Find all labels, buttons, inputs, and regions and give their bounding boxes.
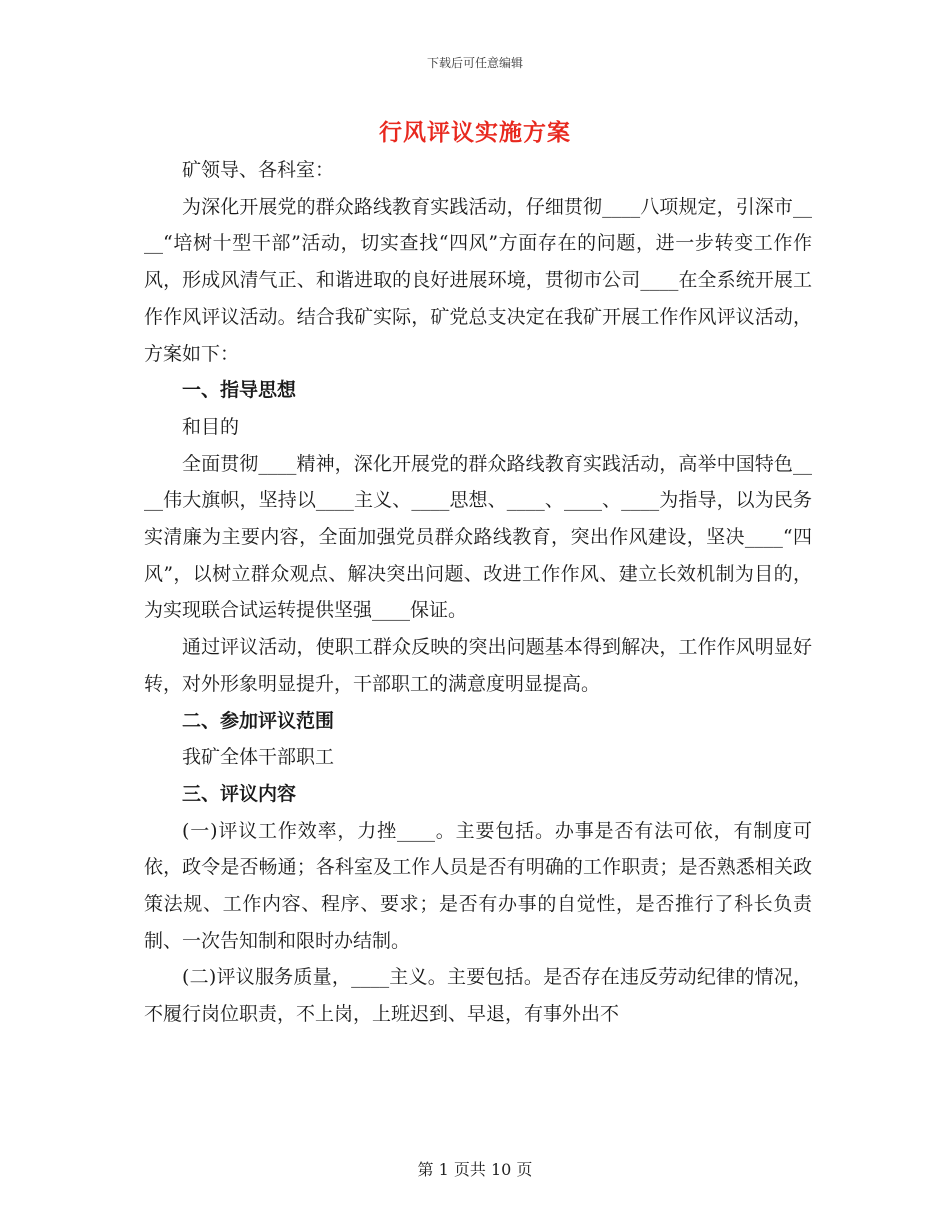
intro-paragraph: 为深化开展党的群众路线教育实践活动，仔细贯彻____八项规定，引深市____“培树十型干部”活动，切实查找“四风”方面存在的问题，进一步转变工作作风，形成风清气正、和谐进取的良好进展环境，贯彻市公司____在全系统开展工作作风评议活动。结合我矿实际，矿党总支决定在我矿开展工作作风评议活动，方案如下： xyxy=(144,195,812,365)
paragraph-goal: 通过评议活动，使职工群众反映的突出问题基本得到解决，工作作风明显好转，对外形象明显提升，干部职工的满意度明显提高。 xyxy=(144,636,812,695)
paragraph-purpose-label: 和目的 xyxy=(182,415,240,438)
header-note: 下载后可任意编辑 xyxy=(426,56,523,70)
paragraph-scope: 我矿全体干部职工 xyxy=(182,746,335,769)
paragraph-efficiency: (一)评议工作效率，力挫____。主要包括。办事是否有法可依，有制度可依，政令是否畅通；各科室及工作人员是否有明确的工作职责；是否熟悉相关政策法规、工作内容、程序、要求；是否有办事的自觉性，是否推行了科长负责制、一次告知制和限时办结制。 xyxy=(144,819,812,952)
section-heading-guiding-ideology: 一、指导思想 xyxy=(182,379,297,402)
section-heading-content: 三、评议内容 xyxy=(182,782,297,805)
page-number: 第 1 页共 10 页 xyxy=(417,1160,533,1179)
document-title: 行风评议实施方案 xyxy=(379,119,571,146)
section-heading-scope: 二、参加评议范围 xyxy=(182,709,335,732)
salutation: 矿领导、各科室： xyxy=(182,159,335,181)
paragraph-service-quality: (二)评议服务质量，____主义。主要包括。是否存在违反劳动纪律的情况，不履行岗位职责，不上岗，上班迟到、早退，有事外出不 xyxy=(144,966,812,1026)
document-body xyxy=(144,152,812,1033)
paragraph-guiding-ideology: 全面贯彻____精神，深化开展党的群众路线教育实践活动，高举中国特色____伟大旗帜，坚持以____主义、____思想、____、____、____为指导，以为民务实清廉为主要内容，全面加强党员群众路线教育，突出作风建设，坚决____“四风”，以树立群众观点、解决突出问题、改进工作作风、建立长效机制为目的，为实现联合试运转提供坚强____保证。 xyxy=(144,452,812,622)
